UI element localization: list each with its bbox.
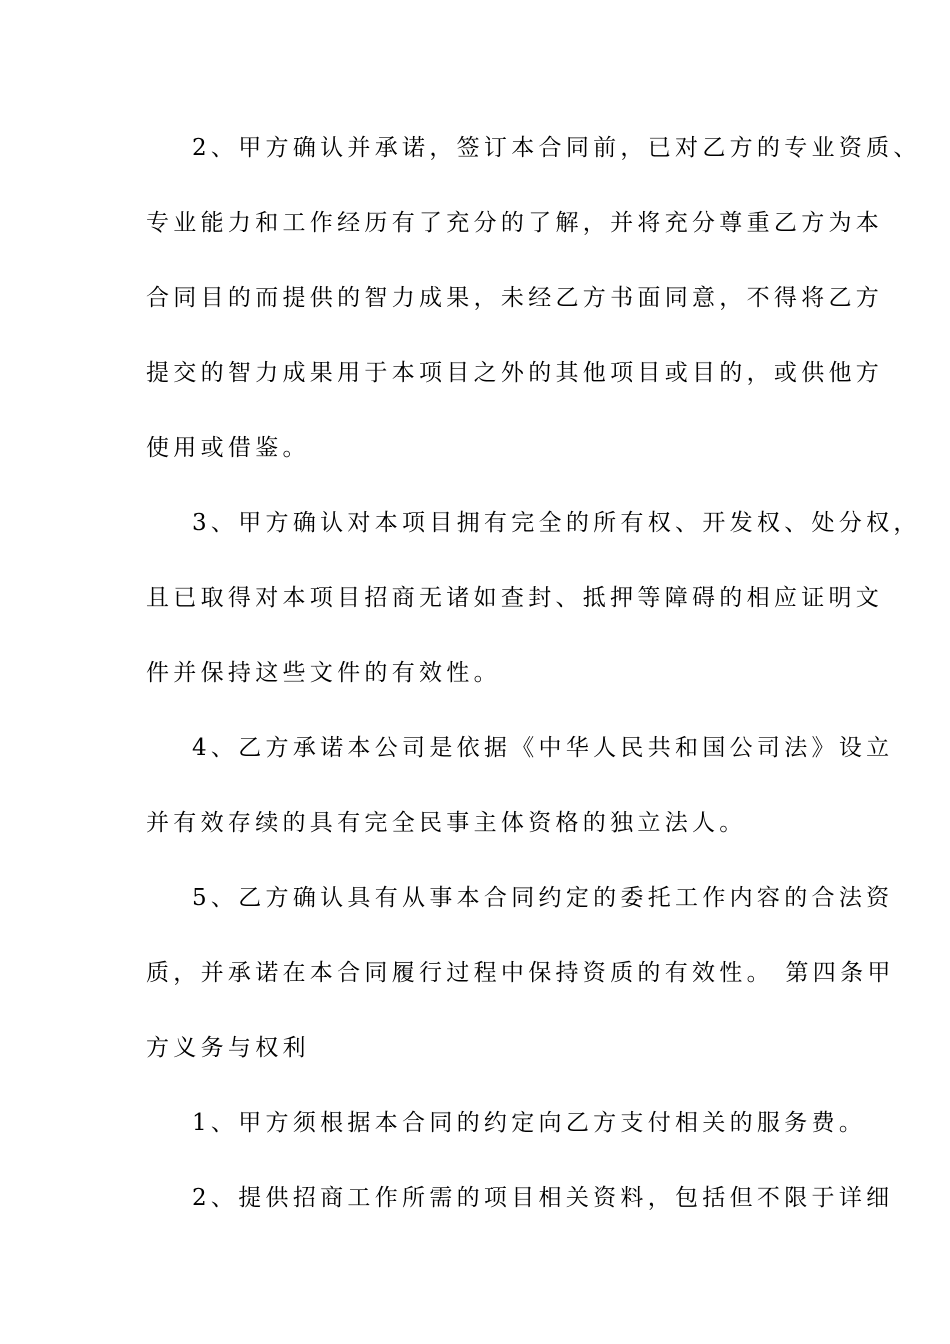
clause-3-line-3: 件并保持这些文件的有效性。 bbox=[146, 660, 501, 686]
clause-3-line-1: 3、甲方确认对本项目拥有完全的所有权、开发权、处分权， bbox=[192, 510, 921, 536]
clause-2-line-4: 提交的智力成果用于本项目之外的其他项目或目的，或供他方 bbox=[146, 360, 884, 386]
obligation-2-line: 2、提供招商工作所需的项目相关资料，包括但不限于详细 bbox=[192, 1185, 894, 1211]
clause-4-line-2: 并有效存续的具有完全民事主体资格的独立法人。 bbox=[146, 810, 747, 836]
clause-2-line-5: 使用或借鉴。 bbox=[146, 435, 310, 461]
clause-2-line-1: 2、甲方确认并承诺，签订本合同前，已对乙方的专业资质、 bbox=[192, 135, 921, 161]
clause-2-line-2: 专业能力和工作经历有了充分的了解，并将充分尊重乙方为本 bbox=[146, 210, 884, 236]
clause-2-line-3: 合同目的而提供的智力成果，未经乙方书面同意，不得将乙方 bbox=[146, 285, 884, 311]
article-4-heading-line: 方义务与权利 bbox=[146, 1035, 310, 1061]
clause-3-line-2: 且已取得对本项目招商无诸如查封、抵押等障碍的相应证明文 bbox=[146, 585, 884, 611]
clause-4-line-1: 4、乙方承诺本公司是依据《中华人民共和国公司法》设立 bbox=[192, 735, 894, 761]
clause-5-line-1: 5、乙方确认具有从事本合同约定的委托工作内容的合法资 bbox=[192, 885, 894, 911]
clause-5-line-2: 质，并承诺在本合同履行过程中保持资质的有效性。 第四条甲 bbox=[146, 960, 895, 986]
obligation-1-line: 1、甲方须根据本合同的约定向乙方支付相关的服务费。 bbox=[192, 1110, 867, 1136]
